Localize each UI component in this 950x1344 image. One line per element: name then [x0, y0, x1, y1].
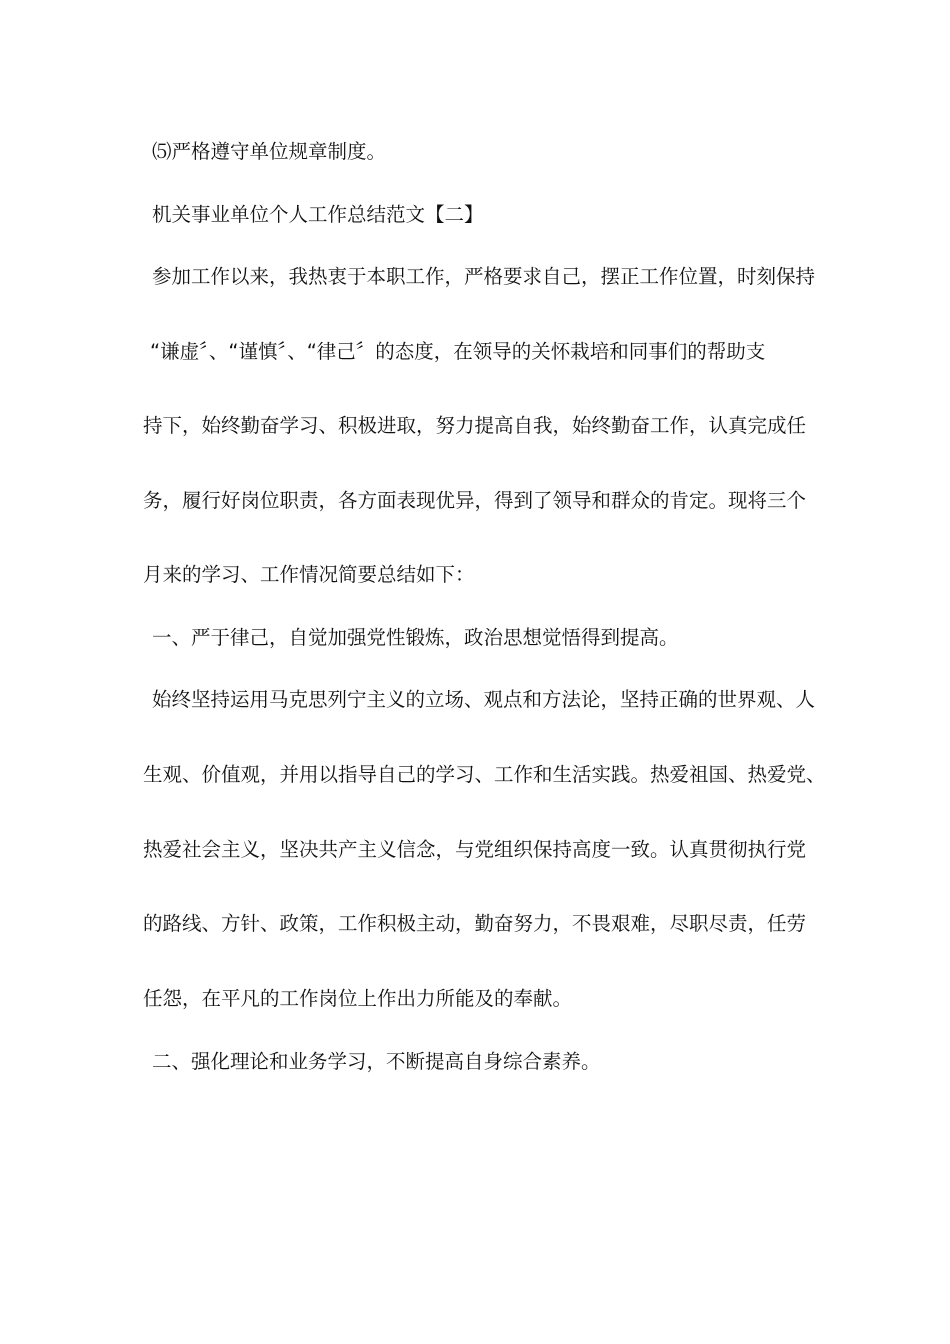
paragraph-line: 始终坚持运用马克思列宁主义的立场、观点和方法论，坚持正确的世界观、人	[152, 688, 816, 711]
paragraph-line: 持下，始终勤奋学习、积极进取，努力提高自我，始终勤奋工作，认真完成任	[143, 414, 807, 437]
paragraph-line: 任怨，在平凡的工作岗位上作出力所能及的奉献。	[143, 987, 573, 1010]
paragraph-line: 务，履行好岗位职责，各方面表现优异，得到了领导和群众的肯定。现将三个	[143, 489, 807, 512]
paragraph-line: 月来的学习、工作情况简要总结如下：	[143, 563, 475, 586]
paragraph-line: “谦虚〞、“谨慎〞、“律己〞的态度，在领导的关怀栽培和同事们的帮助支	[150, 340, 766, 363]
clause-five-text: ⑸严格遵守单位规章制度。	[152, 140, 387, 163]
paragraph-line: 热爱社会主义，坚决共产主义信念，与党组织保持高度一致。认真贯彻执行党	[143, 838, 807, 861]
heading-two: 二、强化理论和业务学习，不断提高自身综合素养。	[152, 1050, 601, 1073]
paragraph-line: 生观、价值观，并用以指导自己的学习、工作和生活实践。热爱祖国、热爱党、	[143, 763, 826, 786]
heading-one: 一、严于律己，自觉加强党性锻炼，政治思想觉悟得到提高。	[152, 626, 679, 649]
section-heading-two: 机关事业单位个人工作总结范文【二】	[152, 203, 484, 226]
paragraph-line: 的路线、方针、政策，工作积极主动，勤奋努力，不畏艰难，尽职尽责，任劳	[143, 912, 807, 935]
paragraph-line: 参加工作以来，我热衷于本职工作，严格要求自己，摆正工作位置，时刻保持	[152, 265, 816, 288]
